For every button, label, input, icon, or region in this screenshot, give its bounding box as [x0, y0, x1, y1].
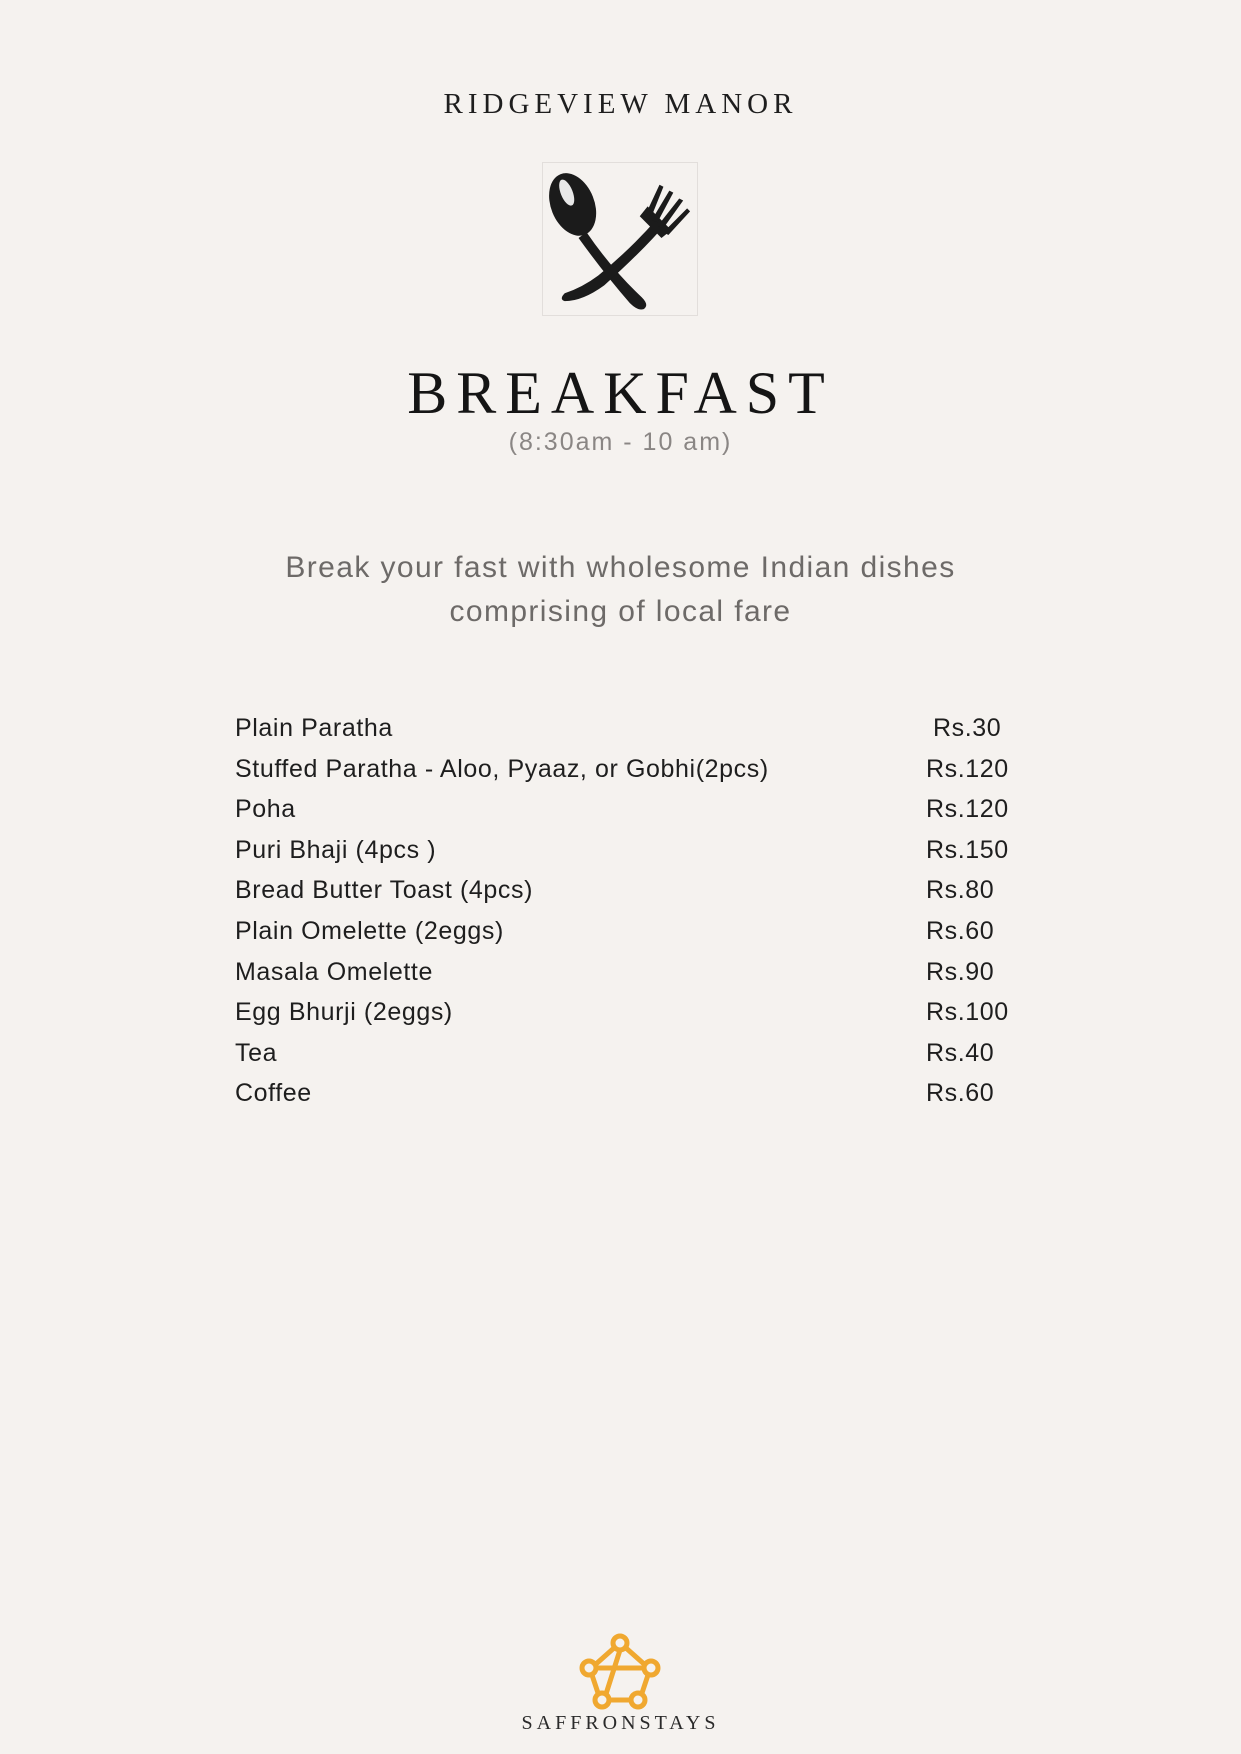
menu-item-name: Coffee	[235, 1079, 312, 1108]
menu-item-name: Poha	[235, 795, 296, 824]
menu-item-price: Rs.150	[926, 835, 1009, 864]
menu-item-price: Rs.40	[926, 1038, 995, 1067]
menu-item	[235, 795, 1015, 836]
menu-item-price: Rs.120	[926, 754, 1009, 783]
menu-item	[235, 958, 1015, 999]
tagline-line-2: comprising of local fare	[449, 595, 792, 628]
menu-list	[235, 714, 1015, 1120]
menu-item	[235, 1079, 1015, 1120]
menu-item	[235, 755, 1015, 796]
menu-item-price: Rs.60	[926, 1079, 995, 1108]
section-tagline	[220, 546, 1021, 634]
menu-item-name: Plain Paratha	[235, 714, 393, 742]
menu-item-price: Rs.60	[926, 916, 995, 945]
menu-item	[235, 836, 1015, 877]
menu-item-price: Rs.80	[926, 876, 995, 905]
menu-item	[235, 714, 1015, 755]
menu-item-name: Tea	[235, 1038, 278, 1067]
menu-item-name: Plain Omelette (2eggs)	[235, 916, 504, 945]
service-hours: (8:30am - 10 am)	[508, 428, 733, 456]
menu-item-name: Masala Omelette	[235, 957, 433, 986]
venue-name: RIDGEVIEW MANOR	[443, 88, 798, 120]
tagline-line-1: Break your fast with wholesome Indian dishes	[285, 551, 956, 584]
menu-item-name: Puri Bhaji (4pcs )	[235, 835, 437, 864]
section-title: BREAKFAST	[407, 360, 834, 426]
spoon-fork-icon	[542, 162, 698, 316]
menu-item-price: Rs.100	[926, 998, 1009, 1027]
menu-item-price: Rs.90	[926, 957, 995, 986]
footer-brand: SAFFRONSTAYS	[521, 1712, 720, 1734]
menu-item-price: Rs.30	[933, 714, 1002, 742]
menu-item	[235, 1039, 1015, 1080]
saffronstays-knot-logo-icon	[578, 1632, 662, 1710]
menu-item-price: Rs.120	[926, 795, 1009, 824]
menu-item-name: Egg Bhurji (2eggs)	[235, 998, 453, 1027]
menu-item	[235, 917, 1015, 958]
menu-item	[235, 998, 1015, 1039]
menu-item	[235, 876, 1015, 917]
menu-item-name: Stuffed Paratha - Aloo, Pyaaz, or Gobhi(2pcs)	[235, 754, 769, 783]
menu-item-name: Bread Butter Toast (4pcs)	[235, 876, 534, 905]
